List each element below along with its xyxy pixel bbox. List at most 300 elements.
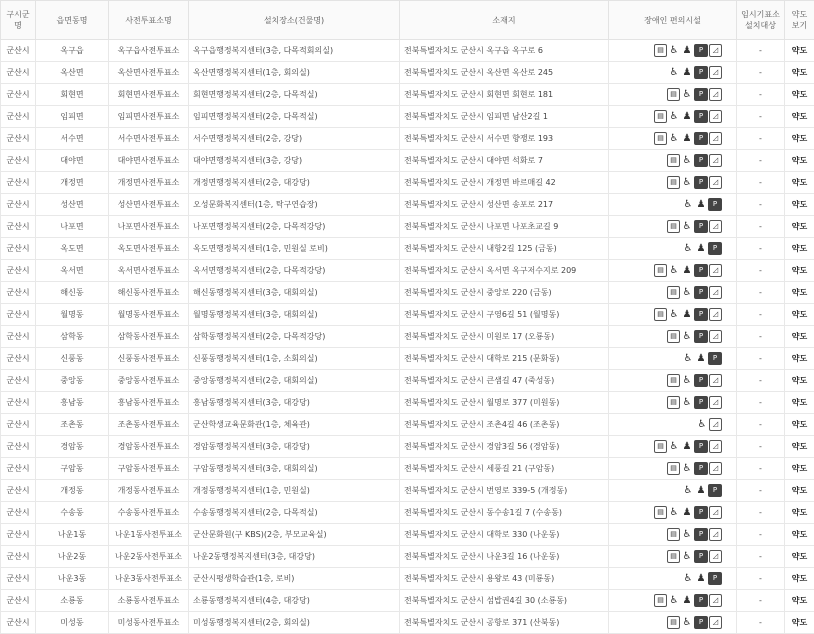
address-cell: 전북특별자치도 군산시 대학로 215 (문화동) xyxy=(400,348,609,370)
facilities-cell xyxy=(609,458,737,480)
district-cell: 군산시 xyxy=(1,238,36,260)
map-link[interactable]: 약도 xyxy=(785,502,814,524)
temp-booth-cell: - xyxy=(737,238,785,260)
parking-icon: P xyxy=(694,66,708,79)
facilities-cell xyxy=(609,392,737,414)
map-link[interactable]: 약도 xyxy=(785,568,814,590)
map-link[interactable]: 약도 xyxy=(785,62,814,84)
elevator-icon: ▤ xyxy=(667,154,680,167)
table-row xyxy=(1,128,814,150)
parking-icon: P xyxy=(708,572,722,585)
district-cell: 군산시 xyxy=(1,304,36,326)
district-cell: 군산시 xyxy=(1,40,36,62)
header-address: 소재지 xyxy=(400,1,609,40)
parking-icon: P xyxy=(694,44,708,57)
header-map-line1: 약도 xyxy=(792,10,807,19)
place-cell: 옥도면행정복지센터(1층, 민원실 로비) xyxy=(189,238,400,260)
town-cell: 임피면 xyxy=(36,106,109,128)
table-row xyxy=(1,590,814,612)
ramp-icon: ◿ xyxy=(709,308,722,321)
ramp-icon: ◿ xyxy=(709,132,722,145)
address-cell: 전북특별자치도 군산시 내항2길 125 (금동) xyxy=(400,238,609,260)
wheelchair-icon: ♿ xyxy=(681,330,693,343)
address-cell: 전북특별자치도 군산시 회현면 회현로 181 xyxy=(400,84,609,106)
elevator-icon: ▤ xyxy=(654,110,667,123)
ramp-icon: ◿ xyxy=(709,220,722,233)
person-up-icon: ♟ xyxy=(695,198,707,211)
wheelchair-icon: ♿ xyxy=(681,374,693,387)
temp-booth-cell: - xyxy=(737,370,785,392)
wheelchair-icon: ♿ xyxy=(681,176,693,189)
station-cell: 임피면사전투표소 xyxy=(109,106,189,128)
place-cell: 수송동행정복지센터(2층, 다목적실) xyxy=(189,502,400,524)
ramp-icon: ◿ xyxy=(709,396,722,409)
place-cell: 서수면행정복지센터(2층, 강당) xyxy=(189,128,400,150)
station-cell: 나운3동사전투표소 xyxy=(109,568,189,590)
station-cell: 해신동사전투표소 xyxy=(109,282,189,304)
header-facilities: 장애인 편의시설 xyxy=(609,1,737,40)
town-cell: 성산면 xyxy=(36,194,109,216)
wheelchair-icon: ♿ xyxy=(682,198,694,211)
wheelchair-icon: ♿ xyxy=(681,286,693,299)
temp-booth-cell: - xyxy=(737,282,785,304)
station-cell: 서수면사전투표소 xyxy=(109,128,189,150)
temp-booth-cell: - xyxy=(737,480,785,502)
temp-booth-cell: - xyxy=(737,414,785,436)
map-link[interactable]: 약도 xyxy=(785,172,814,194)
facilities-cell xyxy=(609,282,737,304)
station-cell: 중앙동사전투표소 xyxy=(109,370,189,392)
station-cell: 옥서면사전투표소 xyxy=(109,260,189,282)
facilities-cell xyxy=(609,612,737,634)
facilities-cell xyxy=(609,546,737,568)
person-up-icon: ♟ xyxy=(695,352,707,365)
district-cell: 군산시 xyxy=(1,106,36,128)
person-up-icon: ♟ xyxy=(681,66,693,79)
facilities-cell xyxy=(609,568,737,590)
wheelchair-icon: ♿ xyxy=(668,66,680,79)
district-cell: 군산시 xyxy=(1,502,36,524)
header-map-line2: 보기 xyxy=(792,21,807,30)
wheelchair-icon: ♿ xyxy=(681,396,693,409)
map-link[interactable]: 약도 xyxy=(785,84,814,106)
facilities-cell xyxy=(609,348,737,370)
district-cell: 군산시 xyxy=(1,480,36,502)
table-row xyxy=(1,194,814,216)
station-cell: 소룡동사전투표소 xyxy=(109,590,189,612)
station-cell: 개정동사전투표소 xyxy=(109,480,189,502)
person-up-icon: ♟ xyxy=(681,264,693,277)
map-link[interactable]: 약도 xyxy=(785,436,814,458)
map-link[interactable]: 약도 xyxy=(785,590,814,612)
elevator-icon: ▤ xyxy=(667,396,680,409)
facilities-cell xyxy=(609,238,737,260)
map-link[interactable]: 약도 xyxy=(785,40,814,62)
ramp-icon: ◿ xyxy=(709,506,722,519)
parking-icon: P xyxy=(694,594,708,607)
map-link[interactable]: 약도 xyxy=(785,106,814,128)
facilities-cell xyxy=(609,172,737,194)
elevator-icon: ▤ xyxy=(667,88,680,101)
person-up-icon: ♟ xyxy=(681,308,693,321)
district-cell: 군산시 xyxy=(1,326,36,348)
address-cell: 전북특별자치도 군산시 나운3길 16 (나운동) xyxy=(400,546,609,568)
ramp-icon: ◿ xyxy=(709,374,722,387)
ramp-icon: ◿ xyxy=(709,176,722,189)
elevator-icon: ▤ xyxy=(667,550,680,563)
town-cell: 개정면 xyxy=(36,172,109,194)
parking-icon: P xyxy=(694,132,708,145)
map-link[interactable]: 약도 xyxy=(785,282,814,304)
temp-booth-cell: - xyxy=(737,436,785,458)
station-cell: 경암동사전투표소 xyxy=(109,436,189,458)
table-row xyxy=(1,106,814,128)
map-link[interactable]: 약도 xyxy=(785,524,814,546)
parking-icon: P xyxy=(708,242,722,255)
town-cell: 나운2동 xyxy=(36,546,109,568)
district-cell: 군산시 xyxy=(1,524,36,546)
ramp-icon: ◿ xyxy=(709,528,722,541)
address-cell: 전북특별자치도 군산시 번영로 339-5 (개정동) xyxy=(400,480,609,502)
ramp-icon: ◿ xyxy=(709,66,722,79)
town-cell: 해신동 xyxy=(36,282,109,304)
wheelchair-icon: ♿ xyxy=(681,616,693,629)
ramp-icon: ◿ xyxy=(709,154,722,167)
map-link[interactable]: 약도 xyxy=(785,348,814,370)
parking-icon: P xyxy=(694,440,708,453)
wheelchair-icon: ♿ xyxy=(668,506,680,519)
wheelchair-icon: ♿ xyxy=(681,88,693,101)
place-cell: 삼학동행정복지센터(2층, 다목적강당) xyxy=(189,326,400,348)
station-cell: 대야면사전투표소 xyxy=(109,150,189,172)
address-cell: 전북특별자치도 군산시 옥서면 옥구저수지로 209 xyxy=(400,260,609,282)
parking-icon: P xyxy=(708,484,722,497)
address-cell: 전북특별자치도 군산시 나포면 나포초교길 9 xyxy=(400,216,609,238)
parking-icon: P xyxy=(694,286,708,299)
map-link[interactable]: 약도 xyxy=(785,480,814,502)
header-town: 읍면동명 xyxy=(36,1,109,40)
station-cell: 옥도면사전투표소 xyxy=(109,238,189,260)
address-cell: 전북특별자치도 군산시 큰샘길 47 (죽성동) xyxy=(400,370,609,392)
wheelchair-icon: ♿ xyxy=(668,110,680,123)
town-cell: 소룡동 xyxy=(36,590,109,612)
facilities-cell xyxy=(609,436,737,458)
address-cell: 전북특별자치도 군산시 중앙로 220 (금동) xyxy=(400,282,609,304)
temp-booth-cell: - xyxy=(737,304,785,326)
district-cell: 군산시 xyxy=(1,260,36,282)
header-temp-booth-line1: 임시기표소 xyxy=(741,10,780,19)
station-cell: 옥구읍사전투표소 xyxy=(109,40,189,62)
table-row xyxy=(1,502,814,524)
elevator-icon: ▤ xyxy=(654,594,667,607)
elevator-icon: ▤ xyxy=(667,330,680,343)
district-cell: 군산시 xyxy=(1,62,36,84)
person-up-icon: ♟ xyxy=(681,440,693,453)
place-cell: 오성문화복지센터(1층, 탁구연습장) xyxy=(189,194,400,216)
town-cell: 삼학동 xyxy=(36,326,109,348)
station-cell: 옥산면사전투표소 xyxy=(109,62,189,84)
district-cell: 군산시 xyxy=(1,194,36,216)
station-cell: 나운1동사전투표소 xyxy=(109,524,189,546)
wheelchair-icon: ♿ xyxy=(668,308,680,321)
table-row xyxy=(1,348,814,370)
place-cell: 대야면행정복지센터(3층, 강당) xyxy=(189,150,400,172)
town-cell: 개정동 xyxy=(36,480,109,502)
place-cell: 해신동행정복지센터(3층, 대회의실) xyxy=(189,282,400,304)
address-cell: 전북특별자치도 군산시 구영6길 51 (월명동) xyxy=(400,304,609,326)
place-cell: 임피면행정복지센터(2층, 다목적실) xyxy=(189,106,400,128)
town-cell: 옥서면 xyxy=(36,260,109,282)
district-cell: 군산시 xyxy=(1,150,36,172)
wheelchair-icon: ♿ xyxy=(668,44,680,57)
address-cell: 전북특별자치도 군산시 대학로 330 (나운동) xyxy=(400,524,609,546)
place-cell: 옥구읍행정복지센터(3층, 다목적회의실) xyxy=(189,40,400,62)
town-cell: 중앙동 xyxy=(36,370,109,392)
map-link[interactable]: 약도 xyxy=(785,326,814,348)
temp-booth-cell: - xyxy=(737,62,785,84)
place-cell: 신풍동행정복지센터(1층, 소회의실) xyxy=(189,348,400,370)
facilities-cell xyxy=(609,128,737,150)
address-cell: 전북특별자치도 군산시 섬밥권4길 30 (소룡동) xyxy=(400,590,609,612)
address-cell: 전북특별자치도 군산시 경암3길 56 (경암동) xyxy=(400,436,609,458)
table-row xyxy=(1,612,814,634)
wheelchair-icon: ♿ xyxy=(681,154,693,167)
parking-icon: P xyxy=(694,330,708,343)
map-link[interactable]: 약도 xyxy=(785,128,814,150)
wheelchair-icon: ♿ xyxy=(681,528,693,541)
station-cell: 수송동사전투표소 xyxy=(109,502,189,524)
district-cell: 군산시 xyxy=(1,568,36,590)
town-cell: 회현면 xyxy=(36,84,109,106)
elevator-icon: ▤ xyxy=(667,374,680,387)
map-link[interactable]: 약도 xyxy=(785,238,814,260)
ramp-icon: ◿ xyxy=(709,286,722,299)
parking-icon: P xyxy=(694,396,708,409)
wheelchair-icon: ♿ xyxy=(668,264,680,277)
wheelchair-icon: ♿ xyxy=(668,440,680,453)
temp-booth-cell: - xyxy=(737,612,785,634)
address-cell: 전북특별자치도 군산시 성산면 송포로 217 xyxy=(400,194,609,216)
parking-icon: P xyxy=(694,462,708,475)
address-cell: 전북특별자치도 군산시 용왕로 43 (미룡동) xyxy=(400,568,609,590)
map-link[interactable]: 약도 xyxy=(785,392,814,414)
address-cell: 전북특별자치도 군산시 공항로 371 (산북동) xyxy=(400,612,609,634)
map-link[interactable]: 약도 xyxy=(785,612,814,634)
table-row xyxy=(1,392,814,414)
address-cell: 전북특별자치도 군산시 옥구읍 옥구로 6 xyxy=(400,40,609,62)
town-cell: 대야면 xyxy=(36,150,109,172)
parking-icon: P xyxy=(694,308,708,321)
place-cell: 개정면행정복지센터(2층, 대강당) xyxy=(189,172,400,194)
temp-booth-cell: - xyxy=(737,502,785,524)
elevator-icon: ▤ xyxy=(654,506,667,519)
map-link[interactable]: 약도 xyxy=(785,260,814,282)
district-cell: 군산시 xyxy=(1,546,36,568)
address-cell: 전북특별자치도 군산시 미원로 17 (오룡동) xyxy=(400,326,609,348)
town-cell: 나운3동 xyxy=(36,568,109,590)
station-cell: 월명동사전투표소 xyxy=(109,304,189,326)
parking-icon: P xyxy=(694,220,708,233)
elevator-icon: ▤ xyxy=(654,308,667,321)
table-row xyxy=(1,238,814,260)
temp-booth-cell: - xyxy=(737,546,785,568)
station-cell: 삼학동사전투표소 xyxy=(109,326,189,348)
facilities-cell xyxy=(609,216,737,238)
ramp-icon: ◿ xyxy=(709,616,722,629)
town-cell: 옥산면 xyxy=(36,62,109,84)
wheelchair-icon: ♿ xyxy=(668,132,680,145)
address-cell: 전북특별자치도 군산시 개정면 바르매길 42 xyxy=(400,172,609,194)
address-cell: 전북특별자치도 군산시 세풍길 21 (구암동) xyxy=(400,458,609,480)
facilities-cell xyxy=(609,414,737,436)
ramp-icon: ◿ xyxy=(709,462,722,475)
station-cell: 성산면사전투표소 xyxy=(109,194,189,216)
table-row xyxy=(1,260,814,282)
wheelchair-icon: ♿ xyxy=(681,462,693,475)
place-cell: 개정동행정복지센터(1층, 민원실) xyxy=(189,480,400,502)
facilities-cell xyxy=(609,84,737,106)
elevator-icon: ▤ xyxy=(667,616,680,629)
district-cell: 군산시 xyxy=(1,392,36,414)
parking-icon: P xyxy=(694,264,708,277)
address-cell: 전북특별자치도 군산시 월명로 377 (미원동) xyxy=(400,392,609,414)
temp-booth-cell: - xyxy=(737,106,785,128)
town-cell: 옥도면 xyxy=(36,238,109,260)
person-up-icon: ♟ xyxy=(695,242,707,255)
wheelchair-icon: ♿ xyxy=(681,550,693,563)
place-cell: 월명동행정복지센터(3층, 대회의실) xyxy=(189,304,400,326)
person-up-icon: ♟ xyxy=(695,572,707,585)
facilities-cell xyxy=(609,524,737,546)
header-place: 설치장소(건물명) xyxy=(189,1,400,40)
place-cell: 소룡동행정복지센터(4층, 대강당) xyxy=(189,590,400,612)
wheelchair-icon: ♿ xyxy=(682,242,694,255)
header-map xyxy=(785,1,814,40)
header-station: 사전투표소명 xyxy=(109,1,189,40)
town-cell: 나포면 xyxy=(36,216,109,238)
person-up-icon: ♟ xyxy=(681,594,693,607)
table-row xyxy=(1,304,814,326)
district-cell: 군산시 xyxy=(1,458,36,480)
elevator-icon: ▤ xyxy=(667,176,680,189)
person-up-icon: ♟ xyxy=(695,484,707,497)
parking-icon: P xyxy=(694,550,708,563)
header-district: 구시군명 xyxy=(1,1,36,40)
header-temp-booth xyxy=(737,1,785,40)
place-cell: 군산시평생학습관(1층, 로비) xyxy=(189,568,400,590)
temp-booth-cell: - xyxy=(737,392,785,414)
temp-booth-cell: - xyxy=(737,590,785,612)
elevator-icon: ▤ xyxy=(667,462,680,475)
district-cell: 군산시 xyxy=(1,172,36,194)
wheelchair-icon: ♿ xyxy=(682,484,694,497)
town-cell: 미성동 xyxy=(36,612,109,634)
parking-icon: P xyxy=(694,176,708,189)
person-up-icon: ♟ xyxy=(681,132,693,145)
station-cell: 신풍동사전투표소 xyxy=(109,348,189,370)
temp-booth-cell: - xyxy=(737,326,785,348)
elevator-icon: ▤ xyxy=(654,44,667,57)
town-cell: 월명동 xyxy=(36,304,109,326)
wheelchair-icon: ♿ xyxy=(681,220,693,233)
elevator-icon: ▤ xyxy=(654,132,667,145)
map-link[interactable]: 약도 xyxy=(785,216,814,238)
table-row xyxy=(1,370,814,392)
parking-icon: P xyxy=(694,88,708,101)
table-row xyxy=(1,282,814,304)
district-cell: 군산시 xyxy=(1,590,36,612)
elevator-icon: ▤ xyxy=(654,264,667,277)
ramp-icon: ◿ xyxy=(709,264,722,277)
temp-booth-cell: - xyxy=(737,260,785,282)
place-cell: 흥남동행정복지센터(3층, 대강당) xyxy=(189,392,400,414)
facilities-cell xyxy=(609,106,737,128)
district-cell: 군산시 xyxy=(1,216,36,238)
map-link[interactable]: 약도 xyxy=(785,370,814,392)
place-cell: 나운2동행정복지센터(3층, 대강당) xyxy=(189,546,400,568)
place-cell: 군산문화원(구 KBS)(2층, 부모교육실) xyxy=(189,524,400,546)
parking-icon: P xyxy=(694,506,708,519)
place-cell: 군산학생교육문화관(1층, 체육관) xyxy=(189,414,400,436)
district-cell: 군산시 xyxy=(1,84,36,106)
place-cell: 옥산면행정복지센터(1층, 회의실) xyxy=(189,62,400,84)
map-link[interactable]: 약도 xyxy=(785,414,814,436)
station-cell: 미성동사전투표소 xyxy=(109,612,189,634)
temp-booth-cell: - xyxy=(737,128,785,150)
place-cell: 회현면행정복지센터(2층, 다목적실) xyxy=(189,84,400,106)
temp-booth-cell: - xyxy=(737,194,785,216)
table-row xyxy=(1,216,814,238)
elevator-icon: ▤ xyxy=(654,440,667,453)
map-link[interactable]: 약도 xyxy=(785,304,814,326)
station-cell: 구암동사전투표소 xyxy=(109,458,189,480)
ramp-icon: ◿ xyxy=(709,594,722,607)
parking-icon: P xyxy=(694,616,708,629)
address-cell: 전북특별자치도 군산시 옥산면 옥산로 245 xyxy=(400,62,609,84)
table-row xyxy=(1,172,814,194)
town-cell: 서수면 xyxy=(36,128,109,150)
person-up-icon: ♟ xyxy=(681,44,693,57)
table-row xyxy=(1,568,814,590)
address-cell: 전북특별자치도 군산시 동수송1길 7 (수송동) xyxy=(400,502,609,524)
temp-booth-cell: - xyxy=(737,84,785,106)
place-cell: 미성동행정복지센터(2층, 회의실) xyxy=(189,612,400,634)
table-row xyxy=(1,84,814,106)
facilities-cell xyxy=(609,260,737,282)
elevator-icon: ▤ xyxy=(667,528,680,541)
map-link[interactable]: 약도 xyxy=(785,150,814,172)
district-cell: 군산시 xyxy=(1,370,36,392)
map-link[interactable]: 약도 xyxy=(785,458,814,480)
map-link[interactable]: 약도 xyxy=(785,546,814,568)
facilities-cell xyxy=(609,62,737,84)
facilities-cell xyxy=(609,150,737,172)
station-cell: 흥남동사전투표소 xyxy=(109,392,189,414)
temp-booth-cell: - xyxy=(737,524,785,546)
station-cell: 나포면사전투표소 xyxy=(109,216,189,238)
table-row xyxy=(1,546,814,568)
table-row xyxy=(1,524,814,546)
wheelchair-icon: ♿ xyxy=(682,352,694,365)
map-link[interactable]: 약도 xyxy=(785,194,814,216)
ramp-icon: ◿ xyxy=(709,418,722,431)
place-cell: 구암동행정복지센터(3층, 대회의실) xyxy=(189,458,400,480)
facilities-cell xyxy=(609,326,737,348)
table-row xyxy=(1,326,814,348)
facilities-cell xyxy=(609,304,737,326)
parking-icon: P xyxy=(694,154,708,167)
temp-booth-cell: - xyxy=(737,568,785,590)
